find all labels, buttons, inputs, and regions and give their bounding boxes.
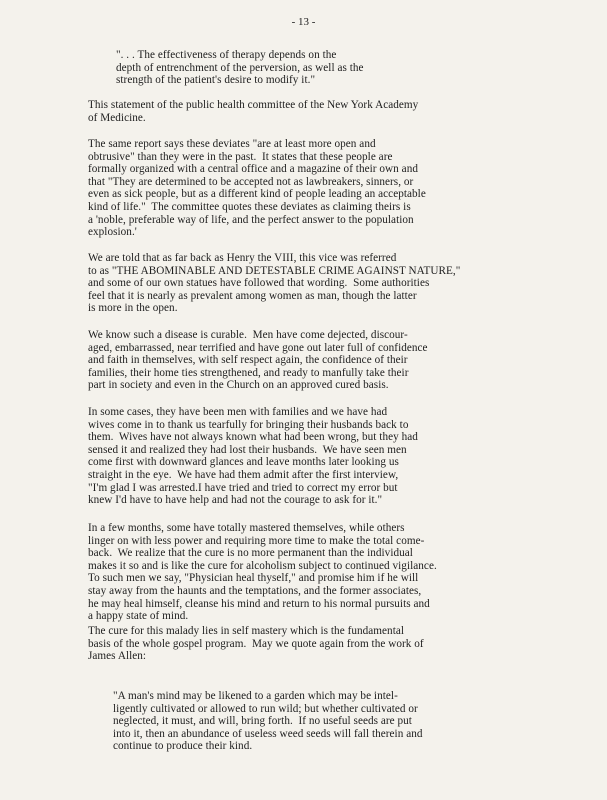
curable-paragraph: We know such a disease is curable. Men have come dejected, discour- aged, embarrassed, near terrified and have gone out later full of confidence and faith in themselves, with self respect again, the confidence of their families, their home ties strengthened, and ready to manfully take their part in society and even in the Church on an approved cured basis.	[88, 329, 428, 392]
james-allen-quote-paragraph: "A man's mind may be likened to a garden which may be intel- ligently cultivated or allowed to run wild; but whether cultivated or neglected, it must, and will, bring forth. If no useful seeds are put into it, then an abundance of useless weed seeds will fall therein and continue to produce their kind.	[113, 690, 423, 753]
opening-quote-paragraph: ". . . The effectiveness of therapy depends on the depth of entrenchment of the perversion, as well as the strength of the patient's desire to modify it."	[116, 49, 364, 87]
report-paragraph: The same report says these deviates "are at least more open and obtrusive" than they were in the past. It states that these people are formally organized with a central office and a magazine of their own and that "They are determined to be accepted not as lawbreakers, sinners, or even as sick people, but as a different kind of people leading an acceptable kind of life." The committee quotes these deviates as claiming theirs is a 'noble, preferable way of life, and the perfect answer to the population explosion.'	[88, 138, 426, 239]
gospel-program-paragraph: The cure for this malady lies in self mastery which is the fundamental basis of the whole gospel program. May we quote again from the work of James Allen:	[88, 625, 424, 663]
mastery-paragraph: In a few months, some have totally mastered themselves, while others linger on with less power and requiring more time to make the total come- back. We realize that the cure is no more permanent than the individual makes it so and is like the cure for alcoholism subject to continued vigilance. To such men we say, "Physician heal thyself," and promise him if he will stay away from the haunts and the temptations, and the former associates, he may heal himself, cleanse his mind and return to his normal pursuits and a happy state of mind.	[88, 522, 437, 623]
henry-viii-paragraph: We are told that as far back as Henry the VIII, this vice was referred to as "THE ABOMINABLE AND DETESTABLE CRIME AGAINST NATURE," and some of our own statues have followed that wording. Some authorities feel that it is nearly as prevalent among women as man, though the latter is more in the open.	[88, 252, 461, 315]
committee-statement-paragraph: This statement of the public health committee of the New York Academy of Medicine.	[88, 99, 419, 124]
page-number: - 13 -	[291, 16, 316, 28]
families-paragraph: In some cases, they have been men with families and we have had wives come in to thank us tearfully for bringing their husbands back to them. Wives have not always known what had been wrong, but they had sensed it and realized they had lost their husbands. We have seen men come first with downward glances and leave months later looking us straight in the eye. We have had them admit after the first interview, "I'm glad I was arrested.I have tried and tried to correct my error but knew I'd have to have help and had not the courage to ask for it."	[88, 406, 418, 507]
